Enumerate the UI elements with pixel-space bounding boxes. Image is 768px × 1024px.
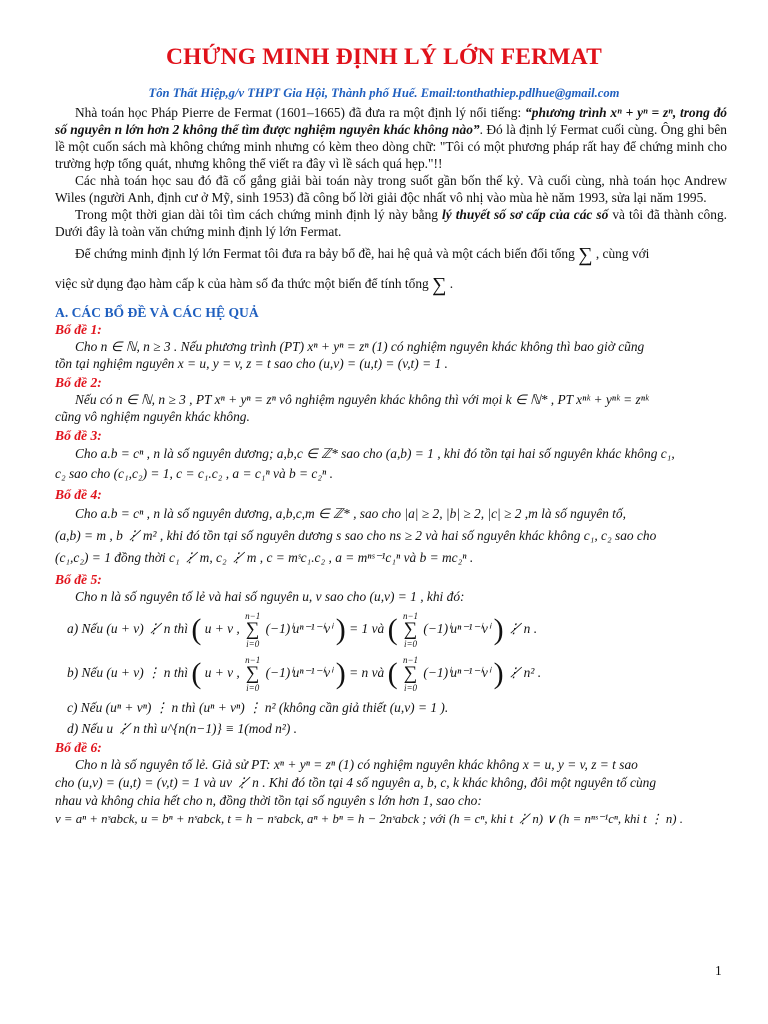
intro-p4-d: .	[449, 276, 454, 292]
sum-upper: n−1	[402, 611, 419, 621]
close-paren: )	[493, 613, 504, 646]
lemma-5-a-label: a) Nếu (u + v) ⋮̸ n thì	[67, 621, 188, 637]
intro-paragraph-1	[55, 104, 727, 172]
sum-term: (−1)ⁱuⁿ⁻¹⁻ⁱvⁱ	[265, 665, 333, 681]
lemma-6-text-cont-2: nhau và không chia hết cho n, đồng thời tồn tại số nguyên s lớn hơn 1, sao cho:	[55, 793, 482, 808]
sigma-symbol: ∑	[403, 663, 418, 684]
sigma-symbol: ∑	[578, 244, 593, 266]
lemma-6-text-cont: cho (u,v) = (u,t) = (v,t) = 1 và uv ⋮̸ n . Khi đó tồn tại 4 số nguyên a, b, c, k khác không, đôi một nguyên tố cùng	[55, 775, 657, 790]
intro-p4-c: việc sử dụng đạo hàm cấp k của hàm số đa thức một biến để tính tổng	[55, 276, 429, 292]
lemma-5-intro: Cho n là số nguyên tố lẻ và hai số nguyên u, v sao cho (u,v) = 1 , khi đó:	[75, 589, 465, 604]
lemma-3-title: Bổ đề 3:	[55, 428, 102, 443]
lemma-6-text-cont-3: v = aⁿ + nˢabck, u = bⁿ + nˢabck, t = h − nˢabck, aⁿ + bⁿ = h − 2nˢabck ; với (h = cⁿ, khi t ⋮̸ n) ∨ (h = nⁿˢ⁻¹cⁿ, khi t ⋮ n) .	[55, 812, 683, 826]
sum-lower: i=0	[246, 683, 260, 693]
close-paren: )	[335, 657, 346, 690]
section-heading: A. CÁC BỔ ĐỀ VÀ CÁC HỆ QUẢ	[55, 305, 259, 320]
intro-p4-a: Để chứng minh định lý lớn Fermat tôi đưa ra bảy bổ đề, hai hệ quả và một cách biến đổi tổng	[75, 246, 575, 262]
lemma-5-a	[67, 611, 727, 649]
lemma-5-b-label: b) Nếu (u + v) ⋮ n thì	[67, 665, 188, 681]
summation	[245, 611, 260, 649]
open-paren: (	[387, 657, 398, 690]
intro-paragraph-3	[55, 206, 727, 240]
sum-term: (−1)ⁱuⁿ⁻¹⁻ⁱvⁱ	[265, 621, 333, 637]
intro-paragraph-4	[55, 240, 727, 270]
intro-p4-b: , cùng với	[595, 246, 650, 262]
intro-p3-b: lý thuyết số sơ cấp của các số	[442, 207, 609, 222]
lemma-2-title: Bổ đề 2:	[55, 375, 102, 390]
open-paren: (	[387, 613, 398, 646]
close-paren: )	[335, 613, 346, 646]
lemma-4-title: Bổ đề 4:	[55, 487, 102, 502]
sum-upper: n−1	[245, 611, 261, 621]
lemma-4-text-cont-2: (c₁,c₂) = 1 đồng thời c₁ ⋮̸ m, c₂ ⋮̸ m , c = mˢc₁.c₂ , a = mⁿˢ⁻¹c₁ⁿ và b = mc₂ⁿ .	[55, 550, 474, 565]
sigma-symbol: ∑	[245, 619, 260, 640]
intro-paragraph-4-cont	[55, 270, 727, 300]
lemma-5-d: d) Nếu u ⋮̸ n thì u^{n(n−1)} ≡ 1(mod n²) .	[67, 721, 297, 736]
lemma-3-text-cont: c₂ sao cho (c₁,c₂) = 1, c = c₁.c₂ , a = c₁ⁿ và b = c₂ⁿ .	[55, 466, 333, 481]
lemma-5-a-eq1: = 1 và	[349, 621, 385, 637]
page-number: 1	[715, 963, 722, 978]
document-body	[55, 104, 727, 828]
sigma-symbol: ∑	[432, 274, 447, 296]
sigma-symbol: ∑	[245, 663, 260, 684]
lemma-1-text-cont: tồn tại nghiệm nguyên x = u, y = v, z = t sao cho (u,v) = (u,t) = (v,t) = 1 .	[55, 356, 448, 371]
lemma-4-text-cont: (a,b) = m , b ⋮̸ m² , khi đó tồn tại số nguyên dương s sao cho ns ≥ 2 và hai số nguyên khác không c₁, c₂ sao cho	[55, 528, 657, 543]
lemma-2-text: Nếu có n ∈ ℕ, n ≥ 3 , PT xⁿ + yⁿ = zⁿ vô nghiệm nguyên khác không thì với mọi k ∈ ℕ* , PT xⁿᵏ + yⁿᵏ = zⁿᵏ	[75, 392, 649, 407]
page-title: CHỨNG MINH ĐỊNH LÝ LỚN FERMAT	[166, 44, 602, 70]
lemma-5-c: c) Nếu (uⁿ + vⁿ) ⋮ n thì (uⁿ + vⁿ) ⋮ n² (không cần giả thiết (u,v) = 1 ).	[67, 700, 449, 715]
open-paren: (	[191, 613, 202, 646]
summation	[403, 655, 418, 693]
lemma-6-text: Cho n là số nguyên tố lẻ. Giả sử PT: xⁿ + yⁿ = zⁿ (1) có nghiệm nguyên khác không x = u, y = v, z = t sao	[75, 757, 638, 772]
lemma-5-b-eq2: ⋮̸ n² .	[506, 665, 542, 681]
close-paren: )	[493, 657, 504, 690]
intro-paragraph-2: Các nhà toán học sau đó đã cố gắng giải bài toán này trong suốt gần bốn thế kỷ. Và cuối cùng, nhà toán học Andrew Wiles (người Anh, định cư ở Mỹ, sinh 1953) đã công bố lời giải độc nhất vô nhị vào mùa hè năm 1993, sửa lại năm 1995.	[55, 173, 727, 205]
lemma-6-title: Bổ đề 6:	[55, 740, 102, 755]
summation	[403, 611, 418, 649]
lemma-3-text: Cho a.b = cⁿ , n là số nguyên dương; a,b,c ∈ ℤ* sao cho (a,b) = 1 , khi đó tồn tại hai số nguyên khác không c₁,	[75, 446, 675, 461]
sum-lower: i=0	[246, 639, 260, 649]
lemma-1-text: Cho n ∈ ℕ, n ≥ 3 . Nếu phương trình (PT) xⁿ + yⁿ = zⁿ (1) có nghiệm nguyên khác không thì bao giờ cũng	[75, 339, 645, 354]
intro-p3-c: và tôi đã thành công. Dưới đây là toàn văn chứng minh định lý lớn Fermat.	[55, 207, 727, 239]
sum-lower: i=0	[403, 639, 418, 649]
sum-term: (−1)ⁱuⁿ⁻¹⁻ⁱvⁱ	[423, 621, 491, 637]
lemma-5-title: Bổ đề 5:	[55, 572, 102, 587]
lemma-5-b-eq1: = n và	[349, 665, 385, 681]
lemma-2-text-cont: cũng vô nghiệm nguyên khác không.	[55, 409, 250, 424]
sum-upper: n−1	[245, 655, 261, 665]
lemma-1-title: Bổ đề 1:	[55, 322, 102, 337]
intro-p1-quote: “phương trình xⁿ + yⁿ = zⁿ, trong đó số nguyên n lớn hơn 2 không thể tìm được nghiệm nguyên khác không nào”	[55, 105, 727, 137]
author-line: Tôn Thất Hiệp,g/v THPT Gia Hội, Thành phố Huế. Email:tonthathiep.pdlhue@gmail.com	[148, 86, 620, 100]
sum-term: (−1)ⁱuⁿ⁻¹⁻ⁱvⁱ	[423, 665, 491, 681]
open-paren: (	[191, 657, 202, 690]
sum-upper: n−1	[402, 655, 419, 665]
sum-prefix: u + v ,	[204, 665, 240, 681]
sum-prefix: u + v ,	[204, 621, 240, 637]
summation	[245, 655, 260, 693]
lemma-5-a-eq2: ⋮̸ n .	[506, 621, 538, 637]
sum-lower: i=0	[403, 683, 418, 693]
intro-p1-a: Nhà toán học Pháp Pierre de Fermat (1601–1665) đã đưa ra một định lý nổi tiếng:	[75, 105, 522, 120]
lemma-4-text: Cho a.b = cⁿ , n là số nguyên dương, a,b,c,m ∈ ℤ* , sao cho |a| ≥ 2, |b| ≥ 2, |c| ≥ 2 ,m là số nguyên tố,	[75, 506, 626, 521]
intro-p1-c: . Đó là định lý Fermat cuối cùng. Ông ghi bên lề một cuốn sách mà không chứng minh nhưng có kèm theo dòng chữ: "Tôi có một phương pháp rất hay để chứng minh cho trường hợp tổng quát, nhưng không thể viết ra đây vì lề sách quá hẹp."!!	[55, 122, 727, 171]
intro-p3-a: Trong một thời gian dài tôi tìm cách chứng minh định lý này bằng	[75, 207, 438, 222]
lemma-5-b	[67, 655, 727, 693]
sigma-symbol: ∑	[403, 619, 418, 640]
